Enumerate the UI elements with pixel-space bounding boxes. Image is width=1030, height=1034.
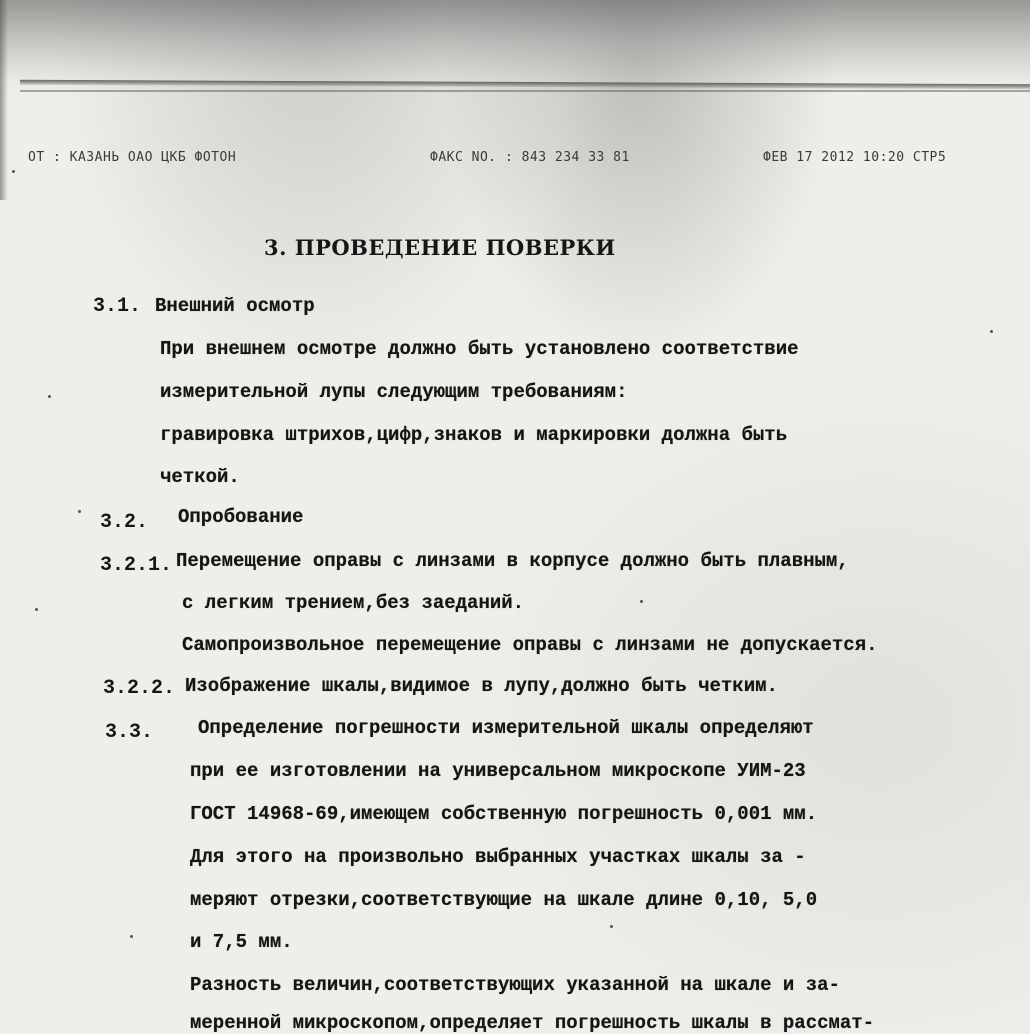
scan-left-edge: [0, 0, 8, 200]
scan-speck: [990, 330, 993, 333]
item-heading: Внешний осмотр: [155, 295, 315, 317]
scan-speck: [78, 510, 81, 513]
text-line: при ее изготовлении на универсальном микроскопе УИМ-23: [190, 760, 806, 782]
text-line: четкой.: [160, 466, 240, 488]
scan-speck: [610, 925, 613, 928]
text-line: Перемещение оправы с линзами в корпусе должно быть плавным,: [176, 550, 849, 572]
scan-speck: [640, 600, 643, 603]
item-heading: Опробование: [178, 506, 304, 528]
text-line: Самопроизвольное перемещение оправы с линзами не допускается.: [182, 634, 878, 656]
section-title: 3. ПРОВЕДЕНИЕ ПОВЕРКИ: [264, 235, 616, 260]
text-line: меряют отрезки,соответствующие на шкале длине 0,10, 5,0: [190, 889, 818, 911]
text-line: ГОСТ 14968-69,имеющем собственную погрешность 0,001 мм.: [190, 803, 818, 825]
text-line: Определение погрешности измерительной шкалы определяют: [198, 717, 814, 739]
item-number: 3.1.: [93, 295, 142, 318]
fax-header-date: ФЕВ 17 2012 10:20 СТР5: [763, 150, 947, 165]
item-number: 3.2.: [100, 511, 149, 534]
item-number: 3.2.2.: [103, 677, 176, 700]
scan-speck: [130, 935, 133, 938]
text-line: меренной микроскопом,определяет погрешность шкалы в рассмат-: [190, 1012, 875, 1034]
text-line: с легким трением,без заеданий.: [182, 592, 525, 614]
scan-speck: [35, 608, 38, 611]
text-line: гравировка штрихов,цифр,знаков и маркировки должна быть: [160, 424, 788, 446]
text-line: Изображение шкалы,видимое в лупу,должно быть четким.: [185, 675, 778, 697]
scan-speck: [48, 395, 51, 398]
scan-speck: [12, 170, 15, 173]
text-line: и 7,5 мм.: [190, 931, 293, 953]
text-line: Для этого на произвольно выбранных участках шкалы за -: [190, 846, 806, 868]
item-number: 3.3.: [105, 721, 154, 744]
text-line: Разность величин,соответствующих указанной на шкале и за-: [190, 974, 840, 996]
text-line: При внешнем осмотре должно быть установлено соответствие: [160, 338, 799, 360]
paper-fold-line-shadow: [20, 90, 1030, 92]
text-line: измерительной лупы следующим требованиям:: [160, 381, 628, 403]
fax-header-number: ФАКС NO. : 843 234 33 81: [430, 150, 630, 165]
item-number: 3.2.1.: [100, 554, 173, 577]
fax-header-from: ОТ : КАЗАНЬ ОАО ЦКБ ФОТОН: [28, 150, 237, 165]
